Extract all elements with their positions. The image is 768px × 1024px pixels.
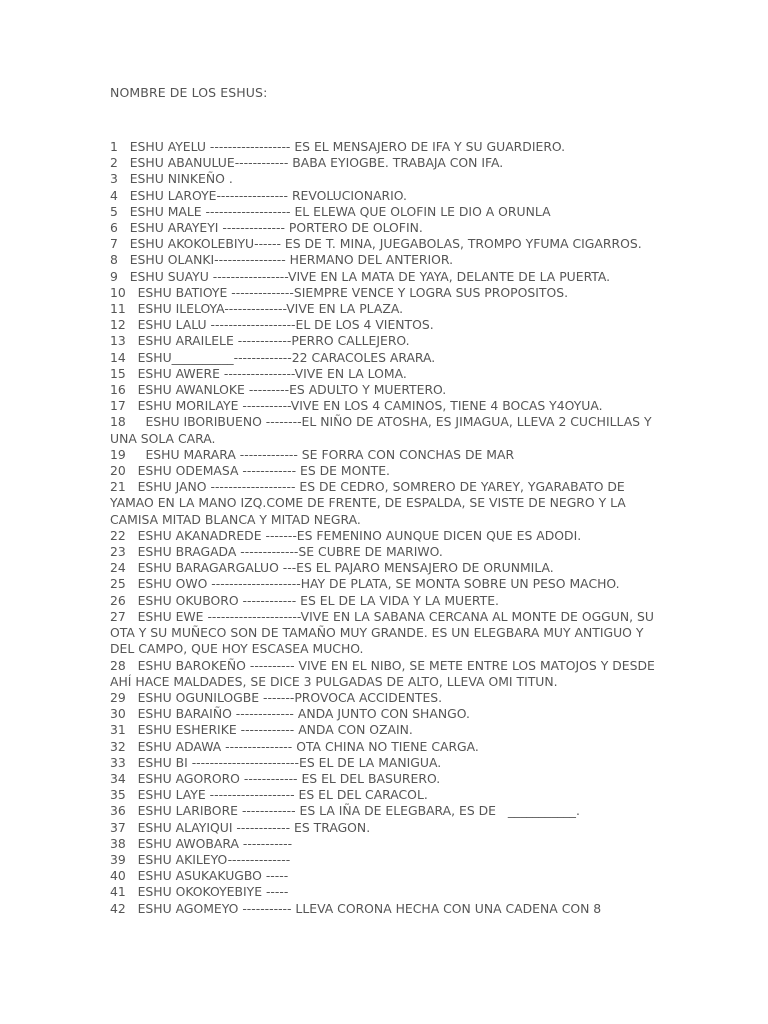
list-item: 38 ESHU AWOBARA ----------- <box>110 835 293 851</box>
list-item: 29 ESHU OGUNILOGBE -------PROVOCA ACCIDENTES. <box>110 689 443 705</box>
document-title: NOMBRE DE LOS ESHUS: <box>110 85 268 100</box>
list-item: 33 ESHU BI ------------------------ES EL DE LA MANIGUA. <box>110 754 442 770</box>
list-item: 8 ESHU OLANKI---------------- HERMANO DEL ANTERIOR. <box>110 252 454 268</box>
list-item: 26 ESHU OKUBORO ------------ ES EL DE LA VIDA Y LA MUERTE. <box>110 592 499 608</box>
list-item: 22 ESHU AKANADREDE -------ES FEMENINO AUNQUE DICEN QUE ES ADODI. <box>110 527 582 543</box>
list-item: 39 ESHU AKILEYO-------------- <box>110 851 291 867</box>
list-item: 2 ESHU ABANULUE------------ BABA EYIOGBE. TRABAJA CON IFA. <box>110 155 504 171</box>
list-item: 4 ESHU LAROYE---------------- REVOLUCIONARIO. <box>110 187 407 203</box>
document-page <box>110 84 660 917</box>
eshu-list <box>110 139 660 917</box>
list-item: 35 ESHU LAYE ------------------- ES EL DEL CARACOL. <box>110 787 428 803</box>
list-item: 15 ESHU AWERE ----------------VIVE EN LA LOMA. <box>110 365 407 381</box>
list-item: 20 ESHU ODEMASA ------------ ES DE MONTE. <box>110 463 390 479</box>
list-item: 36 ESHU LARIBORE ------------ ES LA IÑA DE ELEGBARA, ES DE ___________. <box>110 803 580 819</box>
list-item: 25 ESHU OWO --------------------HAY DE PLATA, SE MONTA SOBRE UN PESO MACHO. <box>110 576 620 592</box>
list-item: 6 ESHU ARAYEYI -------------- PORTERO DE OLOFIN. <box>110 220 423 236</box>
list-item: 28 ESHU BAROKEÑO ---------- VIVE EN EL NIBO, SE METE ENTRE LOS MATOJOS Y DESDE AHÍ HACE MALDADES, SE DICE 3 PULGADAS DE ALTO, LLEVA OMI TITUN. <box>110 657 659 689</box>
list-item: 37 ESHU ALAYIQUI ------------ ES TRAGON. <box>110 819 371 835</box>
list-item: 24 ESHU BARAGARGALUO ---ES EL PAJARO MENSAJERO DE ORUNMILA. <box>110 560 554 576</box>
list-item: 40 ESHU ASUKAKUGBO ----- <box>110 868 289 884</box>
list-item: 17 ESHU MORILAYE -----------VIVE EN LOS 4 CAMINOS, TIENE 4 BOCAS Y4OYUA. <box>110 398 603 414</box>
list-item: 42 ESHU AGOMEYO ----------- LLEVA CORONA HECHA CON UNA CADENA CON 8 <box>110 900 602 916</box>
list-item: 5 ESHU MALE ------------------- EL ELEWA QUE OLOFIN LE DIO A ORUNLA <box>110 203 551 219</box>
list-item: 30 ESHU BARAIÑO ------------- ANDA JUNTO CON SHANGO. <box>110 706 470 722</box>
list-item: 12 ESHU LALU -------------------EL DE LOS 4 VIENTOS. <box>110 317 434 333</box>
list-item: 27 ESHU EWE ---------------------VIVE EN LA SABANA CERCANA AL MONTE DE OGGUN, SU OTA Y SU MUÑECO SON DE TAMAÑO MUY GRANDE. ES UN ELEGBARA MUY ANTIGUO Y DEL CAMPO, QUE HOY ESCASEA MUCHO. <box>110 608 658 657</box>
list-item: 34 ESHU AGORORO ------------ ES EL DEL BASURERO. <box>110 770 441 786</box>
list-item: 7 ESHU AKOKOLEBIYU------ ES DE T. MINA, JUEGABOLAS, TROMPO YFUMA CIGARROS. <box>110 236 642 252</box>
list-item: 1 ESHU AYELU ------------------ ES EL MENSAJERO DE IFA Y SU GUARDIERO. <box>110 139 566 154</box>
list-item: 14 ESHU__________-------------22 CARACOLES ARARA. <box>110 349 436 365</box>
list-item: 9 ESHU SUAYU -----------------VIVE EN LA MATA DE YAYA, DELANTE DE LA PUERTA. <box>110 268 611 284</box>
list-item: 11 ESHU ILELOYA--------------VIVE EN LA PLAZA. <box>110 301 404 317</box>
list-item: 21 ESHU JANO ------------------- ES DE CEDRO, SOMRERO DE YAREY, YGARABATO DE YAMAO EN LA MANO IZQ.COME DE FRENTE, DE ESPALDA, SE VISTE DE NEGRO Y LA CAMISA MITAD BLANCA Y MITAD NEGRA. <box>110 479 630 527</box>
list-item: 3 ESHU NINKEÑO . <box>110 171 233 187</box>
list-item: 13 ESHU ARAILELE ------------PERRO CALLEJERO. <box>110 333 410 349</box>
list-item: 18 ESHU IBORIBUENO --------EL NIÑO DE ATOSHA, ES JIMAGUA, LLEVA 2 CUCHILLAS Y UNA SOLA CARA. <box>110 414 656 446</box>
list-item: 16 ESHU AWANLOKE ---------ES ADULTO Y MUERTERO. <box>110 382 447 398</box>
list-item: 10 ESHU BATIOYE --------------SIEMPRE VENCE Y LOGRA SUS PROPOSITOS. <box>110 284 569 300</box>
list-item: 19 ESHU MARARA ------------- SE FORRA CON CONCHAS DE MAR <box>110 446 515 462</box>
list-item: 31 ESHU ESHERIKE ------------ ANDA CON OZAIN. <box>110 722 413 738</box>
list-item: 41 ESHU OKOKOYEBIYE ----- <box>110 884 289 900</box>
list-item: 32 ESHU ADAWA --------------- OTA CHINA NO TIENE CARGA. <box>110 738 479 754</box>
list-item: 23 ESHU BRAGADA -------------SE CUBRE DE MARIWO. <box>110 544 443 560</box>
